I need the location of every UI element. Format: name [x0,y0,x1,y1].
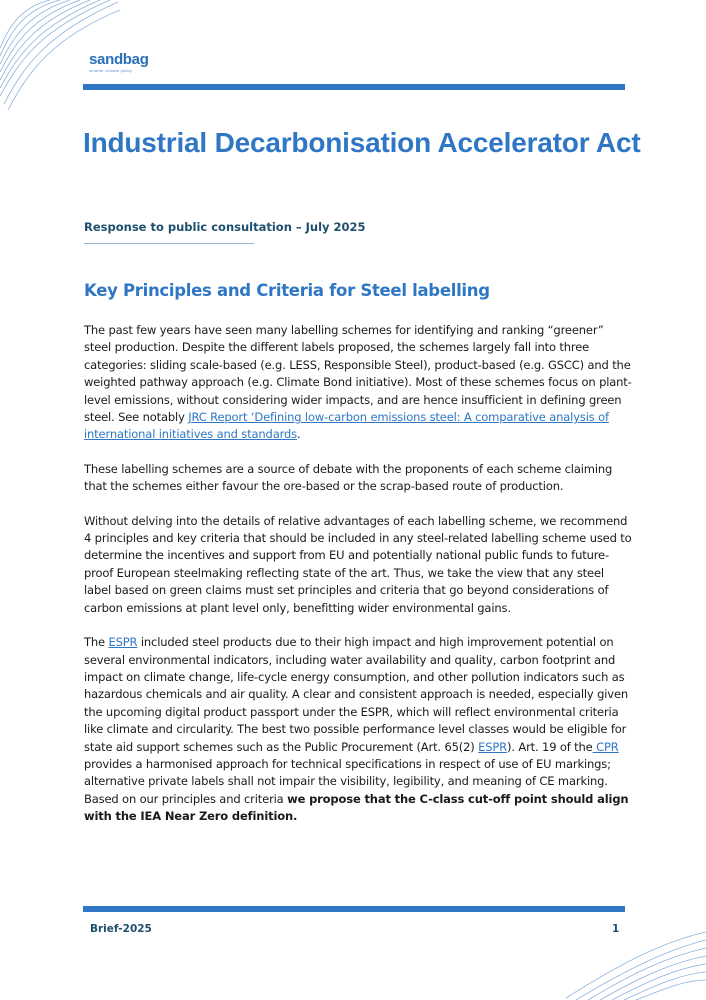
paragraph-4-text-2: included steel products due to their high impact and high improvement potential on several environmental indicators, including water availability and quality, carbon footprint and impact on climate change, life-cycle energy consumption, and other pollution indicators such as hazardous chemicals and air quality. A clear and consistent approach is needed, especially given the upcoming digital product passport under the ESPR, which will reflect environmental criteria like climate and circularity. The best two possible performance level classes would be eligible for state aid support schemes such as the Public Procurement (Art. 65(2) [84,635,629,754]
cpr-link[interactable]: CPR [592,739,619,754]
paragraph-4-text-3: ). Art. 19 of the [507,739,593,754]
jrc-report-link[interactable]: JRC Report ‘Defining low-carbon emissions steel: A comparative analysis of international initiatives and standards [84,410,609,442]
paragraph-4 [84,634,632,825]
header-rule [83,84,625,90]
paragraph-1 [84,322,632,444]
document-title: Industrial Decarbonisation Accelerator Act [83,127,641,158]
espr-link-2[interactable]: ESPR [478,739,508,754]
subtitle-underline [84,243,254,244]
paragraph-3: Without delving into the details of relative advantages of each labelling scheme, we recommend 4 principles and key criteria that should be included in any steel-related labelling scheme used to determine the incentives and support from EU and potentially national public funds to future-proof European steelmaking reflecting state of the art. Thus, we take the view that any steel label based on green claims must set principles and criteria that go beyond considerations of carbon emissions at plant level only, benefitting wider environmental gains. [84,513,632,615]
decorative-wave-lines-bottom-right [566,910,706,1000]
body-text [84,322,632,843]
paragraph-4-bold-proposal: we propose that the C-class cut-off point should align with the IEA Near Zero definition. [84,791,629,824]
section-heading: Key Principles and Criteria for Steel labelling [84,281,490,300]
espr-link-1[interactable]: ESPR [108,635,138,650]
paragraph-1-text: The past few years have seen many labelling schemes for identifying and ranking “greener” steel production. Despite the different labels proposed, the schemes largely fall into three categories: sliding scale-based (e.g. LESS, Responsible Steel), product-based (e.g. GSCC) and the weighted pathway approach (e.g. Climate Bond initiative). Most of these schemes focus on plant-level emissions, without considering wider impacts, and are hence insufficient in defining green steel. See notably [84,323,632,425]
footer-rule [83,906,625,912]
logo-tagline: smarter climate policy [89,68,133,73]
paragraph-4-text-1: The [84,635,109,650]
page-number: 1 [612,923,620,935]
logo-wordmark: sandbag [89,51,149,68]
paragraph-1-end: . [296,427,301,442]
document-subtitle: Response to public consultation – July 2025 [84,220,366,234]
paragraph-4-text-4: provides a harmonised approach for technical specifications in respect of use of EU markings; alternative private labels shall not impair the visibility, legibility, and meaning of CE marking. Based on our principles and criteria [84,756,611,806]
paragraph-2: These labelling schemes are a source of debate with the proponents of each scheme claiming that the schemes either favour the ore-based or the scrap-based route of production. [84,461,613,494]
footer-brief-label: Brief-2025 [90,923,152,935]
sandbag-logo [89,52,149,73]
